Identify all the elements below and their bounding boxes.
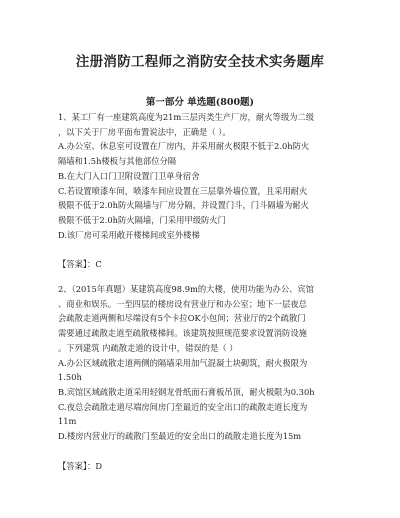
option-line: 极限不低于2.0h防火隔墙，门采用甲级防火门 bbox=[58, 214, 226, 225]
option-line: C.若设置喷漆车间，喷漆车间应设置在三层靠外墙位置，且采用耐火 bbox=[58, 185, 308, 196]
option-c bbox=[58, 400, 358, 429]
option-line: D.楼房内营业厅的疏散门至最近的安全出口的疏散走道长度为15m bbox=[58, 431, 302, 442]
option-line: 11m bbox=[58, 416, 77, 427]
section-heading: 第一部分 单选题(800题) bbox=[145, 97, 255, 108]
document-title: 注册消防工程师之消防安全技术实务题库 bbox=[75, 54, 325, 70]
option-line: 隔墙和1.5h楼板与其他部位分隔 bbox=[58, 156, 177, 167]
option-line: 极限不低于2.0h防火隔墙与厂房分隔，并设置门斗，门斗隔墙为耐火 bbox=[58, 200, 309, 211]
option-b bbox=[58, 385, 358, 400]
option-line: C.夜总会疏散走道尽端房间房门至最近的安全出口的疏散走道长度为 bbox=[58, 401, 308, 412]
option-line: A.办公室、休息室可设置在厂房内，并采用耐火极限不低于2.0h防火 bbox=[58, 141, 310, 152]
question-1 bbox=[58, 110, 358, 272]
option-line: D.该厂房可采用敞开楼梯间或室外楼梯 bbox=[58, 229, 200, 240]
answer-1: 【答案】：C bbox=[58, 259, 102, 270]
question-list bbox=[58, 110, 358, 473]
option-line: A.办公区域疏散走道两侧的隔墙采用加气混凝土块砌筑，耐火极限为 bbox=[58, 357, 308, 368]
option-line: B.在大门入口门卫附设置门卫单身宿舍 bbox=[58, 170, 200, 181]
question-text-line: 。下列建筑 内疏散走道的设计中，错误的是（ ） bbox=[58, 342, 238, 353]
option-a bbox=[58, 139, 358, 168]
option-line: B.宾馆区域疏散走道采用轻钢龙骨纸面石膏板吊顶，耐火极限为0.30h bbox=[58, 386, 315, 397]
option-line: 1.50h bbox=[58, 372, 82, 383]
option-c bbox=[58, 184, 358, 228]
option-d bbox=[58, 429, 358, 444]
question-text-line: ，以下关于厂房平面布置说法中，正确是（ ）。 bbox=[58, 126, 231, 137]
question-text-line: 1、某工厂有一座建筑高度为21m三层丙类生产厂房，耐火等级为二级 bbox=[58, 112, 315, 122]
answer-2: 【答案】：D bbox=[58, 460, 102, 471]
question-text-line: 会疏散走道两侧和尽端设有5个卡拉OK小包间；营业厅的2个疏散门 bbox=[58, 313, 306, 324]
question-text-line: 、商业和娱乐。一至四层的楼房设有营业厅和办公室；地下一层夜总 bbox=[58, 298, 307, 309]
question-2 bbox=[58, 282, 358, 473]
question-text-line: 2、（2015年真题）某建筑高度98.9m的大楼，使用功能为办公、宾馆 bbox=[58, 284, 315, 295]
option-b bbox=[58, 169, 358, 184]
question-text-line: 需要通过疏散走道至疏散楼梯间。该建筑按照规范要求设置消防设施 bbox=[58, 328, 307, 339]
option-d bbox=[58, 228, 358, 243]
option-a bbox=[58, 356, 358, 385]
